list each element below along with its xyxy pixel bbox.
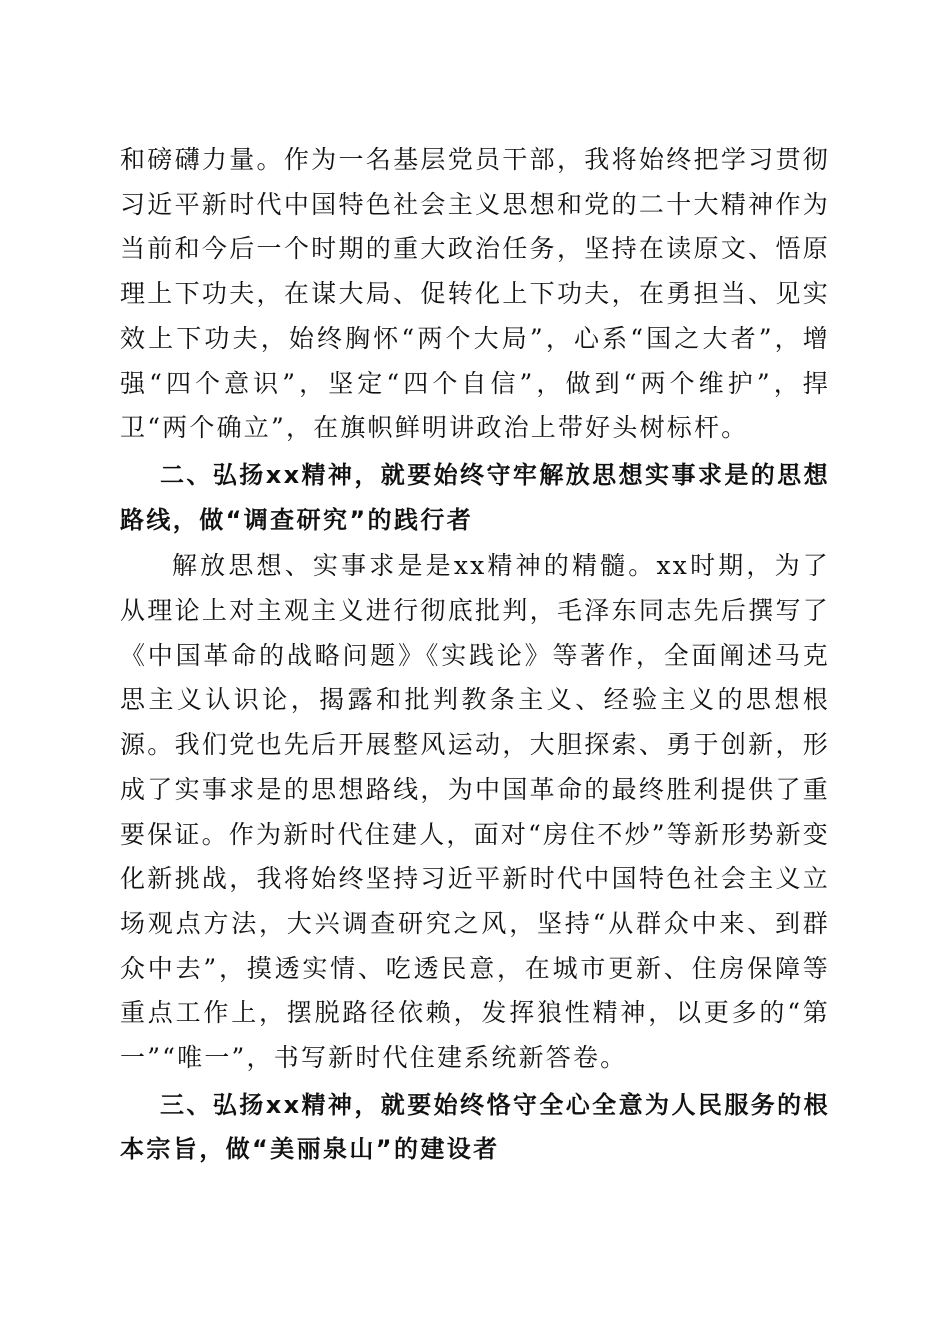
- body-paragraph-1: 和磅礴力量。作为一名基层党员干部，我将始终把学习贯彻习近平新时代中国特色社会主义思想和党的二十大精神作为当前和今后一个时期的重大政治任务，坚持在读原文、悟原理上下功夫，在谋大局、促转化上下功夫，在勇担当、见实效上下功夫，始终胸怀“两个大局”，心系“国之大者”，增强“四个意识”，坚定“四个自信”，做到“两个维护”，捍卫“两个确立”，在旗帜鲜明讲政治上带好头树标杆。: [120, 145, 830, 443]
- document-body: [120, 138, 830, 1172]
- section-heading-3: 三、弘扬xx精神，就要始终恪守全心全意为人民服务的根本宗旨，做“美丽泉山”的建设者: [120, 1090, 830, 1164]
- body-paragraph-2: 解放思想、实事求是是xx精神的精髓。xx时期，为了从理论上对主观主义进行彻底批判，毛泽东同志先后撰写了《中国革命的战略问题》《实践论》等著作，全面阐述马克思主义认识论，揭露和批判教条主义、经验主义的思想根源。我们党也先后开展整风运动，大胆探索、勇于创新，形成了实事求是的思想路线，为中国革命的最终胜利提供了重要保证。作为新时代住建人，面对“房住不炒”等新形势新变化新挑战，我将始终坚持习近平新时代中国特色社会主义立场观点方法，大兴调查研究之风，坚持“从群众中来、到群众中去”，摸透实情、吃透民意，在城市更新、住房保障等重点工作上，摆脱路径依赖，发挥狼性精神，以更多的“第一”“唯一”，书写新时代住建系统新答卷。: [120, 551, 830, 1073]
- section-heading-2: 二、弘扬xx精神，就要始终守牢解放思想实事求是的思想路线，做“调查研究”的践行者: [120, 460, 830, 534]
